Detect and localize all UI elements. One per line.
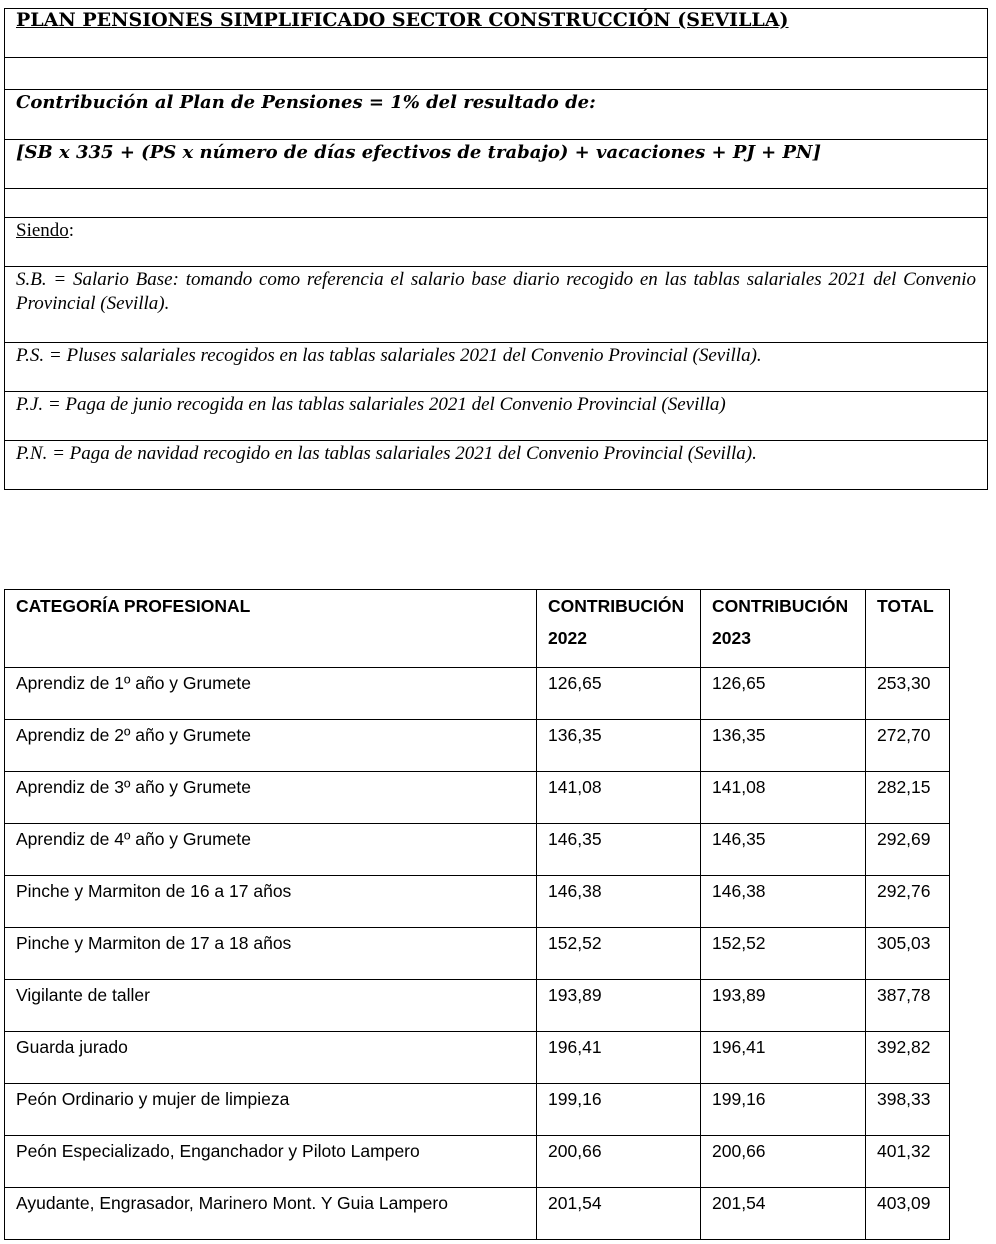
table-header-row <box>5 590 950 668</box>
table-row <box>5 980 950 1032</box>
cell-contribution-2023: 136,35 <box>701 720 866 772</box>
cell-category: Vigilante de taller <box>5 980 537 1032</box>
cell-contribution-2023: 126,65 <box>701 668 866 720</box>
cell-contribution-2023: 152,52 <box>701 928 866 980</box>
table-row <box>5 1188 950 1240</box>
table-row <box>5 1032 950 1084</box>
cell-category: Pinche y Marmiton de 16 a 17 años <box>5 876 537 928</box>
cell-contribution-2022: 146,35 <box>537 824 701 876</box>
cell-category: Peón Ordinario y mujer de limpieza <box>5 1084 537 1136</box>
contributions-table <box>4 589 950 1240</box>
cell-contribution-2023: 196,41 <box>701 1032 866 1084</box>
empty-row <box>5 58 988 90</box>
cell-contribution-2022: 141,08 <box>537 772 701 824</box>
table-row <box>5 720 950 772</box>
cell-contribution-2023: 146,38 <box>701 876 866 928</box>
cell-contribution-2022: 200,66 <box>537 1136 701 1188</box>
cell-contribution-2022: 146,38 <box>537 876 701 928</box>
cell-contribution-2023: 193,89 <box>701 980 866 1032</box>
definition-pj: P.J. = Paga de junio recogida en las tablas salariales 2021 del Convenio Provincial (Sevilla) <box>5 392 988 441</box>
cell-contribution-2022: 201,54 <box>537 1188 701 1240</box>
definition-ps: P.S. = Pluses salariales recogidos en las tablas salariales 2021 del Convenio Provincial (Sevilla). <box>5 343 988 392</box>
cell-category: Aprendiz de 2º año y Grumete <box>5 720 537 772</box>
plan-header-table <box>4 8 988 490</box>
cell-category: Pinche y Marmiton de 17 a 18 años <box>5 928 537 980</box>
cell-total: 292,69 <box>865 824 949 876</box>
col-header-2023: CONTRIBUCIÓN 2023 <box>701 590 866 668</box>
cell-category: Aprendiz de 4º año y Grumete <box>5 824 537 876</box>
col-header-total: TOTAL <box>865 590 949 668</box>
cell-total: 387,78 <box>865 980 949 1032</box>
cell-contribution-2023: 141,08 <box>701 772 866 824</box>
cell-total: 392,82 <box>865 1032 949 1084</box>
cell-contribution-2022: 152,52 <box>537 928 701 980</box>
table-row <box>5 1136 950 1188</box>
cell-category: Guarda jurado <box>5 1032 537 1084</box>
siendo-text: Siendo <box>16 220 69 241</box>
cell-total: 305,03 <box>865 928 949 980</box>
table-row <box>5 876 950 928</box>
cell-total: 403,09 <box>865 1188 949 1240</box>
table-row <box>5 772 950 824</box>
cell-contribution-2022: 193,89 <box>537 980 701 1032</box>
cell-contribution-2023: 201,54 <box>701 1188 866 1240</box>
col-header-category: CATEGORÍA PROFESIONAL <box>5 590 537 668</box>
table-row <box>5 928 950 980</box>
cell-contribution-2023: 199,16 <box>701 1084 866 1136</box>
formula: [SB x 335 + (PS x número de días efectivos de trabajo) + vacaciones + PJ + PN] <box>5 140 988 189</box>
cell-contribution-2022: 126,65 <box>537 668 701 720</box>
table-row <box>5 824 950 876</box>
empty-row <box>5 189 988 218</box>
document-title: PLAN PENSIONES SIMPLIFICADO SECTOR CONSTRUCCIÓN (SEVILLA) <box>5 9 988 58</box>
col-header-2022: CONTRIBUCIÓN 2022 <box>537 590 701 668</box>
table-row <box>5 1084 950 1136</box>
cell-contribution-2022: 136,35 <box>537 720 701 772</box>
cell-total: 272,70 <box>865 720 949 772</box>
cell-contribution-2022: 199,16 <box>537 1084 701 1136</box>
cell-total: 401,32 <box>865 1136 949 1188</box>
cell-total: 253,30 <box>865 668 949 720</box>
cell-category: Aprendiz de 1º año y Grumete <box>5 668 537 720</box>
contribution-line: Contribución al Plan de Pensiones = 1% del resultado de: <box>5 90 988 140</box>
cell-category: Aprendiz de 3º año y Grumete <box>5 772 537 824</box>
cell-category: Peón Especializado, Enganchador y Piloto Lampero <box>5 1136 537 1188</box>
definition-pn: P.N. = Paga de navidad recogido en las tablas salariales 2021 del Convenio Provincial (Sevilla). <box>5 441 988 490</box>
cell-contribution-2023: 200,66 <box>701 1136 866 1188</box>
cell-total: 282,15 <box>865 772 949 824</box>
siendo-label: Siendo: <box>5 218 988 267</box>
table-row <box>5 668 950 720</box>
definition-sb: S.B. = Salario Base: tomando como referencia el salario base diario recogido en las tablas salariales 2021 del Convenio Provincial (Sevilla). <box>5 267 988 343</box>
cell-contribution-2023: 146,35 <box>701 824 866 876</box>
cell-total: 398,33 <box>865 1084 949 1136</box>
cell-total: 292,76 <box>865 876 949 928</box>
cell-category: Ayudante, Engrasador, Marinero Mont. Y Guia Lampero <box>5 1188 537 1240</box>
cell-contribution-2022: 196,41 <box>537 1032 701 1084</box>
